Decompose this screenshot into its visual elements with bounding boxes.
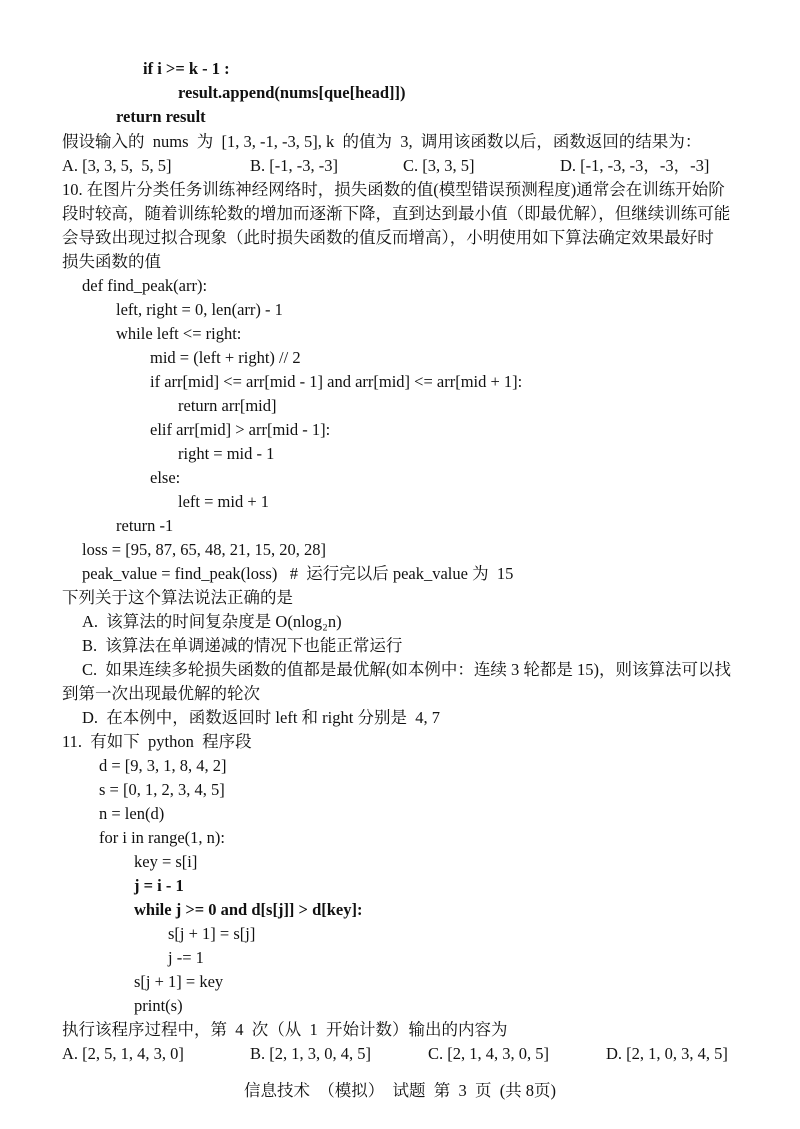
q11-code-line: j -= 1 — [168, 948, 204, 967]
q11-option-c: C. [2, 1, 4, 3, 0, 5] — [428, 1044, 549, 1063]
q10-text: 会导致出现过拟合现象（此时损失函数的值反而增高），小明使用如下算法确定效果最好时 — [62, 228, 714, 247]
q9-option-b: B. [-1, -3, -3] — [250, 156, 338, 175]
page-footer: 信息技术 （模拟） 试题 第 3 页 (共 8页) — [243, 1081, 557, 1100]
q10-code-line: left = mid + 1 — [178, 492, 270, 511]
q11-code-line: n = len(d) — [99, 804, 165, 823]
q10-code-line: else: — [150, 468, 181, 487]
q10-option-d: D. 在本例中，函数返回时 left 和 right 分别是 4, 7 — [82, 708, 440, 727]
q9-option-a: A. [3, 3, 5, 5, 5] — [62, 156, 172, 175]
q11-code-line: key = s[i] — [134, 852, 198, 871]
q9-prompt: 假设输入的 nums 为 [1, 3, -1, -3, 5], k 的值为 3, 调用该函数以后，函数返回的结果为： — [62, 132, 702, 151]
q11-code-line: print(s) — [134, 996, 183, 1015]
q10-option-b: B. 该算法在单调递减的情况下也能正常运行 — [82, 636, 403, 655]
q10-text: 损失函数的值 — [62, 252, 161, 271]
code-line: if i >= k - 1 : — [143, 59, 230, 78]
q10-code-line: def find_peak(arr): — [82, 276, 208, 295]
q10-code-line: if arr[mid] <= arr[mid - 1] and arr[mid] <= arr[mid + 1]: — [150, 372, 523, 391]
q10-code-line: mid = (left + right) // 2 — [150, 348, 301, 367]
q11-code-line: s[j + 1] = key — [134, 972, 224, 991]
q11-option-a: A. [2, 5, 1, 4, 3, 0] — [62, 1044, 184, 1063]
q10-option-a: A. 该算法的时间复杂度是 O(nlog₂n) — [82, 612, 342, 631]
q10-code-line: peak_value = find_peak(loss) # 运行完以后 peak_value 为 15 — [82, 564, 514, 583]
q11-title: 11. 有如下 python 程序段 — [62, 732, 252, 751]
q10-code-line: return arr[mid] — [178, 396, 277, 415]
q11-code-line: s = [0, 1, 2, 3, 4, 5] — [99, 780, 225, 799]
q11-option-d: D. [2, 1, 0, 3, 4, 5] — [606, 1044, 728, 1063]
q11-code-line: for i in range(1, n): — [99, 828, 225, 847]
q11-option-b: B. [2, 1, 3, 0, 4, 5] — [250, 1044, 371, 1063]
q10-option-c-cont: 到第一次出现最优解的轮次 — [62, 684, 260, 703]
q10-code-line: right = mid - 1 — [178, 444, 275, 463]
q11-code-line: while j >= 0 and d[s[j]] > d[key]: — [134, 900, 363, 919]
q11-code-line: s[j + 1] = s[j] — [168, 924, 256, 943]
q10-code-line: return -1 — [116, 516, 174, 535]
q10-code-line: loss = [95, 87, 65, 48, 21, 15, 20, 28] — [82, 540, 326, 559]
q10-option-c: C. 如果连续多轮损失函数的值都是最优解(如本例中：连续 3 轮都是 15)，则该算法可以找 — [82, 660, 731, 679]
q10-code-line: while left <= right: — [116, 324, 242, 343]
q10-text: 段时较高，随着训练轮数的增加而逐渐下降，直到达到最小值（即最优解），但继续训练可能 — [62, 204, 731, 223]
q10-question: 下列关于这个算法说法正确的是 — [62, 588, 293, 607]
q10-code-line: left, right = 0, len(arr) - 1 — [116, 300, 283, 319]
q10-code-line: elif arr[mid] > arr[mid - 1]: — [150, 420, 331, 439]
q9-option-c: C. [3, 3, 5] — [403, 156, 475, 175]
q10-text: 10. 在图片分类任务训练神经网络时，损失函数的值(模型错误预测程度)通常会在训练开始阶 — [62, 180, 725, 199]
q9-option-d: D. [-1, -3, -3，-3，-3] — [560, 156, 710, 175]
code-line: return result — [116, 107, 206, 126]
q11-question: 执行该程序过程中，第 4 次（从 1 开始计数）输出的内容为 — [62, 1020, 508, 1039]
q11-code-line: d = [9, 3, 1, 8, 4, 2] — [99, 756, 227, 775]
q11-code-line: j = i - 1 — [134, 876, 184, 895]
code-line: result.append(nums[que[head]]) — [178, 83, 406, 102]
